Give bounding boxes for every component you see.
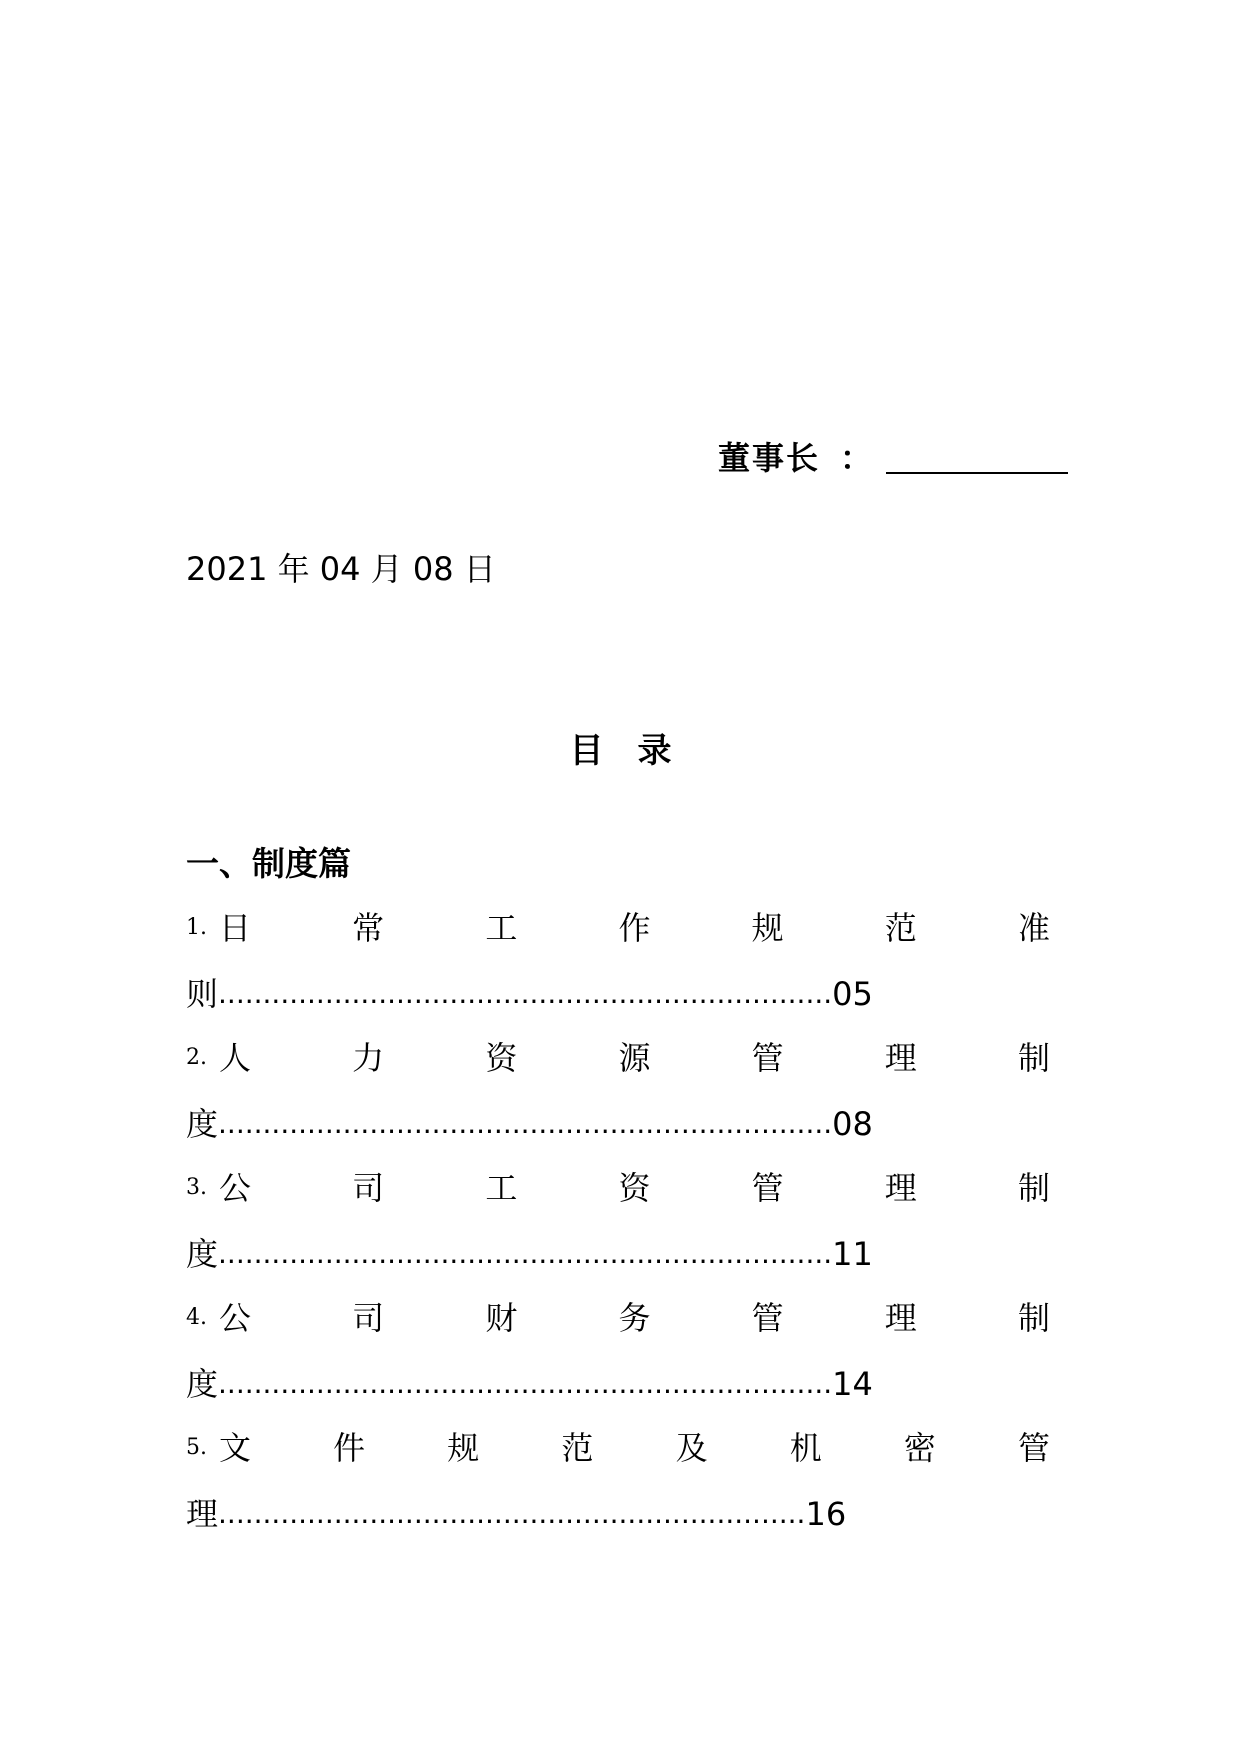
toc-item-char: 力 (352, 1039, 385, 1077)
toc-item-start (186, 1429, 252, 1467)
toc-item-number: 2. (186, 1045, 207, 1070)
toc-page-number: 08 (832, 1105, 873, 1143)
toc-item-char: 工 (485, 909, 518, 947)
toc-item-char: 理 (884, 1169, 917, 1207)
toc-item-char: 规 (447, 1429, 480, 1467)
toc-item-char: 制 (1017, 1039, 1050, 1077)
toc-item-char: 范 (561, 1429, 594, 1467)
toc-item-5-line2[interactable] (186, 1495, 847, 1533)
toc-item-char: 司 (352, 1299, 385, 1337)
toc-item-last-char: 理 (186, 1495, 219, 1533)
toc-item-1-line2[interactable] (186, 975, 873, 1013)
toc-item-char: 资 (618, 1169, 651, 1207)
toc-item-char: 规 (751, 909, 784, 947)
toc-item-char: 机 (789, 1429, 822, 1467)
toc-item-char: 日 (219, 909, 252, 947)
toc-item-1-line1[interactable] (186, 906, 1050, 950)
toc-leader-dots: ..................................................................... (218, 1107, 833, 1140)
toc-item-char: 人 (219, 1039, 252, 1077)
toc-item-number: 1. (186, 915, 207, 940)
section-heading: 一、制度篇 (186, 844, 351, 883)
toc-item-char: 作 (618, 909, 651, 947)
toc-page-number: 11 (832, 1235, 873, 1273)
toc-page-number: 14 (832, 1365, 873, 1403)
toc-title: 目 录 (569, 731, 672, 771)
toc-item-last-char: 度 (186, 1235, 219, 1273)
toc-item-char: 文 (219, 1429, 252, 1467)
toc-item-start (186, 1299, 252, 1337)
toc-item-number: 5. (186, 1435, 207, 1460)
toc-item-char: 公 (219, 1299, 252, 1337)
toc-item-2-line2[interactable] (186, 1105, 873, 1143)
signature-block (718, 424, 1068, 477)
toc-item-char: 资 (485, 1039, 518, 1077)
document-date: 2021 年 04 月 08 日 (186, 550, 496, 588)
toc-item-char: 管 (751, 1169, 784, 1207)
toc-item-char: 公 (219, 1169, 252, 1207)
toc-item-2-line1[interactable] (186, 1036, 1050, 1080)
toc-item-char: 及 (675, 1429, 708, 1467)
toc-leader-dots: ..................................................................... (218, 1367, 833, 1400)
toc-item-char: 管 (1017, 1429, 1050, 1467)
signature-colon: ： (840, 439, 873, 477)
toc-item-4-line1[interactable] (186, 1296, 1050, 1340)
toc-item-3-line2[interactable] (186, 1235, 873, 1273)
toc-item-char: 准 (1017, 909, 1050, 947)
toc-item-char: 工 (485, 1169, 518, 1207)
toc-item-char: 理 (884, 1039, 917, 1077)
signature-line[interactable] (886, 436, 1068, 474)
toc-item-last-char: 度 (186, 1365, 219, 1403)
toc-item-3-line1[interactable] (186, 1166, 1050, 1210)
toc-leader-dots: ..................................................................... (218, 977, 833, 1010)
toc-item-char: 件 (333, 1429, 366, 1467)
toc-item-number: 3. (186, 1175, 207, 1200)
toc-item-char: 源 (618, 1039, 651, 1077)
toc-page-number: 05 (832, 975, 873, 1013)
toc-page-number: 16 (805, 1495, 847, 1533)
toc-item-char: 制 (1017, 1299, 1050, 1337)
toc-item-5-line1[interactable] (186, 1426, 1050, 1470)
toc-leader-dots: .................................................................. (218, 1497, 806, 1530)
toc-item-char: 管 (751, 1299, 784, 1337)
toc-item-start (186, 909, 252, 947)
toc-item-char: 管 (751, 1039, 784, 1077)
toc-item-last-char: 度 (186, 1105, 219, 1143)
toc-item-char: 司 (352, 1169, 385, 1207)
toc-item-char: 务 (618, 1299, 651, 1337)
toc-item-4-line2[interactable] (186, 1365, 873, 1403)
toc-leader-dots: ..................................................................... (218, 1237, 833, 1270)
toc-item-char: 财 (485, 1299, 518, 1337)
toc-item-start (186, 1169, 252, 1207)
toc-item-char: 制 (1017, 1169, 1050, 1207)
toc-item-number: 4. (186, 1305, 207, 1330)
toc-item-start (186, 1039, 252, 1077)
toc-item-char: 密 (903, 1429, 936, 1467)
signature-label: 董事长 (718, 439, 821, 477)
toc-item-char: 范 (884, 909, 917, 947)
toc-item-char: 常 (352, 909, 385, 947)
toc-item-last-char: 则 (186, 975, 219, 1013)
toc-item-char: 理 (884, 1299, 917, 1337)
